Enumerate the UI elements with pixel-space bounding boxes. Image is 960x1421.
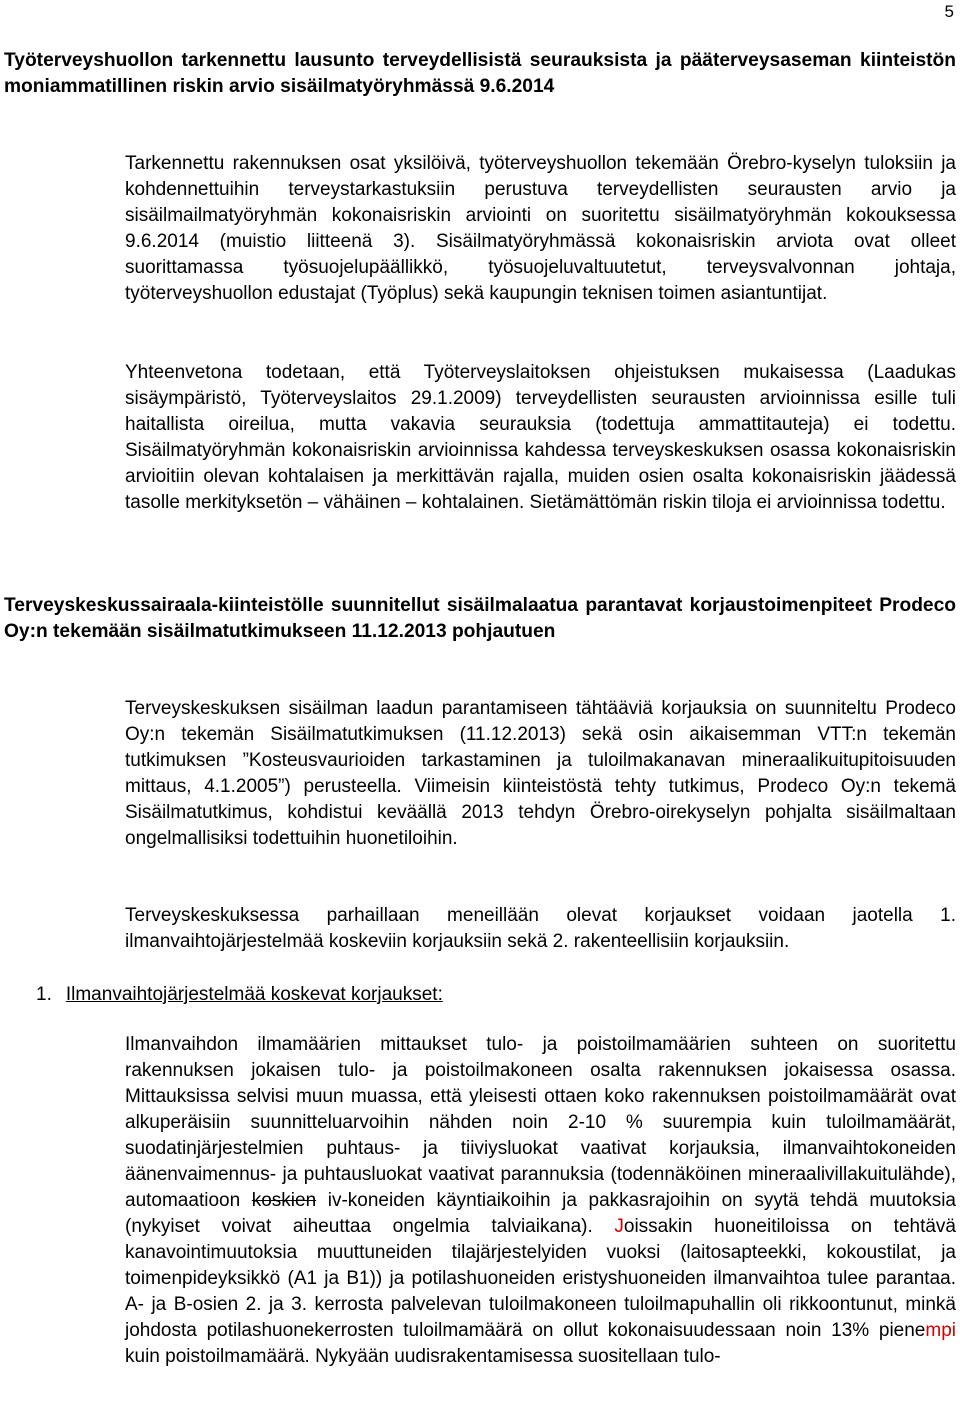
paragraph-2: Yhteenvetona todetaan, että Työterveyslaitoksen ohjeistuksen mukaisessa (Laadukas sisäympäristö, Työterveyslaitos 29.1.2009) terveydellisten seurausten arvioinnissa esille tuli haitallista oireilua, mutta vakavia seurauksia (todettuja ammattitauteja) ei todettu. Sisäilmatyöryhmän kokonaisriskin arvioinnissa kahdessa terveyskeskuksen osassa kokonaisriskin arvioitiin olevan kohtalaisen ja merkittävän rajalla, muiden osien osalta kokonaisriskin jäädessä tasolle merkityksetön – vähäinen – kohtalainen. Sietämättömän riskin tiloja ei arvioinnissa todettu.	[125, 362, 956, 513]
paragraph-3: Terveyskeskuksen sisäilman laadun parantamiseen tähtääviä korjauksia on suunniteltu Prodeco Oy:n tekemän Sisäilmatutkimuksen (11.12.2013) sekä osin aikaisemman VTT:n tekemän tutkimuksen ”Kosteusvaurioiden tarkastaminen ja tuloilmakanavan mineraalikuitupitoisuuden mittaus, 4.1.2005”) perusteella. Viimeisin kiinteistöstä tehty tutkimus, Prodeco Oy:n tekemä Sisäilmatutkimus, kohdistui keväällä 2013 tehdyn Örebro-oirekyselyn pohjalta sisäilmaltaan ongelmallisiksi todettuihin huonetiloihin.	[125, 698, 956, 849]
paragraph-1: Tarkennettu rakennuksen osat yksilöivä, työterveyshuollon tekemään Örebro-kyselyn tuloksiin ja kohdennettuihin terveystarkastuksiin perustuva terveydellisten seurausten arvio ja sisäilmailmatyöryhmän kokonaisriskin arviointi on suoritettu sisäilmatyöryhmän kokouksessa 9.6.2014 (muistio liitteenä 3). Sisäilmatyöryhmässä kokonaisriskin arviota ovat olleet suorittamassa työsuojelupäällikkö, työsuojeluvaltuutetut, terveysvalvonnan johtaja, työterveyshuollon edustajat (Työplus) sekä kaupungin teknisen toimen asiantuntijat.	[125, 153, 956, 304]
section-heading-2: Terveyskeskussairaala-kiinteistölle suunnitellut sisäilmalaatua parantavat korjaustoimenpiteet Prodeco Oy:n tekemään sisäilmatutkimukseen 11.12.2013 pohjautuen	[4, 595, 956, 642]
p5-text-3: oissakin huoneitiloissa on tehtävä kanavointimuutoksia muuttuneiden tilajärjestelyiden vuoksi (laitosapteekki, kokoustilat, ja toimenpideyksikkö (A1 ja B1)) ja potilashuoneiden eristyshuoneiden ilmanvaihtoa tulee parantaa. A- ja B-osien 2. ja 3. kerrosta palvelevan tuloilmakoneen tuloilmapuhallin oli rikkoontunut, minkä johdosta potilashuonekerrosten tuloilmamäärä on ollut kokonaisuudessaan noin 13% piene	[125, 1216, 956, 1341]
page-number: 5	[944, 2, 954, 21]
red-text: mpi	[925, 1320, 956, 1341]
p5-text-4: kuin poistoilmamäärä. Nykyään uudisrakentamisessa suositellaan tulo-	[125, 1346, 721, 1367]
p5-text-2: iv-koneiden käyntiaikoihin ja pakkasrajoihin on syytä tehdä muutoksia (nykyiset voivat aiheuttaa ongelmia talviaikana).	[125, 1190, 956, 1237]
list-item-title: Ilmanvaihtojärjestelmää koskevat korjaukset:	[65, 984, 443, 1005]
numbered-list-item-1	[36, 982, 443, 1008]
red-letter: J	[614, 1216, 624, 1237]
list-number: 1.	[36, 984, 52, 1005]
p5-text-1: Ilmanvaihdon ilmamäärien mittaukset tulo- ja poistoilmamäärien suhteen on suoritettu rakennuksen jokaisen tulo- ja poistoilmakoneen osalta rakennuksen jokaisessa osassa. Mittauksissa selvisi muun muassa, että yleisesti ottaen koko rakennuksen poistoilmamäärät ovat alkuperäisiin suunnitteluarvoihin nähden noin 2-10 % suurempia kuin tuloilmamäärät, suodatinjärjestelmien puhtaus- ja tiiviysluokat vaativat korjauksia, ilmanvaihtokoneiden äänenvaimennus- ja puhtausluokat vaativat parannuksia (todennäköinen mineraalivillakuitulähde), automaatioon	[125, 1034, 956, 1211]
struck-word: koskien	[251, 1190, 317, 1211]
paragraph-4: Terveyskeskuksessa parhaillaan meneillään olevat korjaukset voidaan jaotella 1. ilmanvaihtojärjestelmää koskeviin korjauksiin sekä 2. rakenteellisiin korjauksiin.	[125, 905, 956, 952]
section-heading-1: Työterveyshuollon tarkennettu lausunto terveydellisistä seurauksista ja pääterveysaseman kiinteistön moniammatillinen riskin arvio sisäilmatyöryhmässä 9.6.2014	[4, 50, 956, 97]
paragraph-5	[125, 1032, 956, 1370]
